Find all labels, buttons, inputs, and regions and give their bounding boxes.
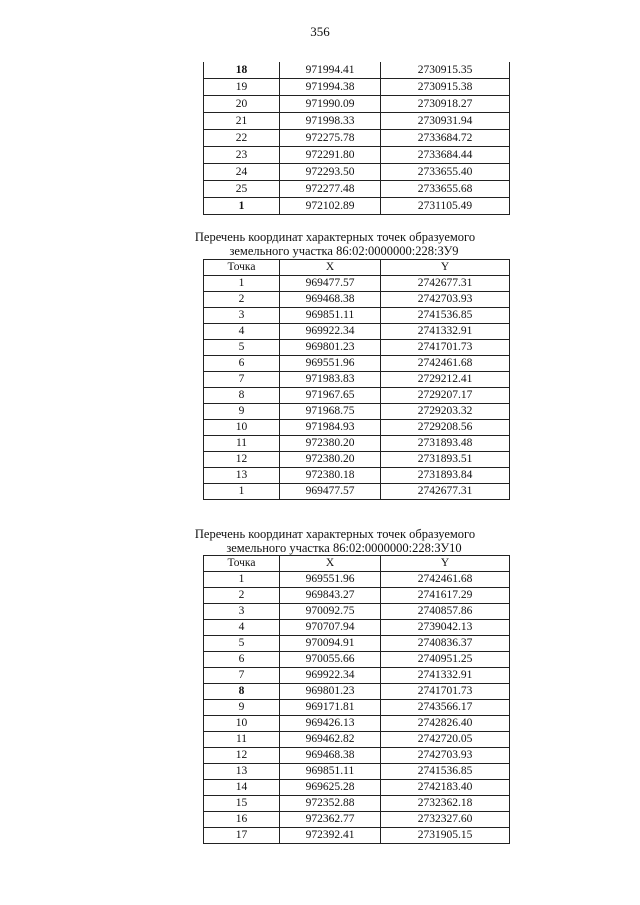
y-coordinate-cell: 2731105.49: [381, 198, 510, 215]
table-row: [204, 780, 510, 796]
point-number-cell: 24: [204, 164, 280, 181]
table-row: [204, 604, 510, 620]
header-y: Y: [381, 556, 510, 572]
point-number-cell: 17: [204, 828, 280, 844]
y-coordinate-cell: 2731893.51: [381, 452, 510, 468]
x-coordinate-cell: 969477.57: [280, 276, 381, 292]
x-coordinate-cell: 969468.38: [280, 292, 381, 308]
point-number-cell: 4: [204, 620, 280, 636]
x-coordinate-cell: 969551.96: [280, 572, 381, 588]
table-row: [204, 700, 510, 716]
x-coordinate-cell: 972277.48: [280, 181, 381, 198]
table-row: [204, 276, 510, 292]
x-coordinate-cell: 969851.11: [280, 308, 381, 324]
table-row: [204, 292, 510, 308]
y-coordinate-cell: 2742703.93: [381, 292, 510, 308]
table-row: [204, 181, 510, 198]
point-number-cell: 6: [204, 652, 280, 668]
point-number-cell: 1: [204, 276, 280, 292]
point-number-cell: 7: [204, 668, 280, 684]
y-coordinate-cell: 2730918.27: [381, 96, 510, 113]
x-coordinate-cell: 970092.75: [280, 604, 381, 620]
point-number-cell: 2: [204, 588, 280, 604]
x-coordinate-cell: 969551.96: [280, 356, 381, 372]
x-coordinate-cell: 971990.09: [280, 96, 381, 113]
x-coordinate-cell: 972293.50: [280, 164, 381, 181]
table-caption-zu10: [180, 527, 490, 555]
table-row: [204, 96, 510, 113]
point-number-cell: 16: [204, 812, 280, 828]
y-coordinate-cell: 2741701.73: [381, 340, 510, 356]
point-number-cell: 20: [204, 96, 280, 113]
x-coordinate-cell: 970055.66: [280, 652, 381, 668]
y-coordinate-cell: 2740951.25: [381, 652, 510, 668]
x-coordinate-cell: 969171.81: [280, 700, 381, 716]
table-row: [204, 812, 510, 828]
table-row: [204, 308, 510, 324]
table-row: [204, 620, 510, 636]
point-number-cell: 23: [204, 147, 280, 164]
point-number-cell: 12: [204, 748, 280, 764]
point-number-cell: 12: [204, 452, 280, 468]
y-coordinate-cell: 2733684.44: [381, 147, 510, 164]
y-coordinate-cell: 2741536.85: [381, 764, 510, 780]
point-number-cell: 10: [204, 716, 280, 732]
x-coordinate-cell: 969625.28: [280, 780, 381, 796]
x-coordinate-cell: 972392.41: [280, 828, 381, 844]
x-coordinate-cell: 969462.82: [280, 732, 381, 748]
x-coordinate-cell: 969851.11: [280, 764, 381, 780]
y-coordinate-cell: 2740857.86: [381, 604, 510, 620]
y-coordinate-cell: 2733684.72: [381, 130, 510, 147]
y-coordinate-cell: 2742703.93: [381, 748, 510, 764]
x-coordinate-cell: 969843.27: [280, 588, 381, 604]
x-coordinate-cell: 972352.88: [280, 796, 381, 812]
x-coordinate-cell: 971998.33: [280, 113, 381, 130]
table-row: [204, 684, 510, 700]
table-row: [204, 484, 510, 500]
y-coordinate-cell: 2731905.15: [381, 828, 510, 844]
table-row: [204, 652, 510, 668]
table-row: [204, 164, 510, 181]
table-row: [204, 340, 510, 356]
y-coordinate-cell: 2742183.40: [381, 780, 510, 796]
y-coordinate-cell: 2733655.68: [381, 181, 510, 198]
y-coordinate-cell: 2729203.32: [381, 404, 510, 420]
x-coordinate-cell: 969801.23: [280, 684, 381, 700]
header-y: Y: [381, 260, 510, 276]
point-number-cell: 3: [204, 604, 280, 620]
point-number-cell: 14: [204, 780, 280, 796]
point-number-cell: 9: [204, 404, 280, 420]
x-coordinate-cell: 971994.41: [280, 62, 381, 79]
point-number-cell: 13: [204, 468, 280, 484]
y-coordinate-cell: 2730915.35: [381, 62, 510, 79]
point-number-cell: 13: [204, 764, 280, 780]
table-row: [204, 198, 510, 215]
table-row: [204, 764, 510, 780]
y-coordinate-cell: 2729208.56: [381, 420, 510, 436]
header-point: Точка: [204, 556, 280, 572]
x-coordinate-cell: 969477.57: [280, 484, 381, 500]
y-coordinate-cell: 2742720.05: [381, 732, 510, 748]
point-number-cell: 5: [204, 340, 280, 356]
header-point: Точка: [204, 260, 280, 276]
y-coordinate-cell: 2739042.13: [381, 620, 510, 636]
x-coordinate-cell: 970094.91: [280, 636, 381, 652]
y-coordinate-cell: 2731893.48: [381, 436, 510, 452]
x-coordinate-cell: 972380.18: [280, 468, 381, 484]
y-coordinate-cell: 2742677.31: [381, 484, 510, 500]
table-row: [204, 388, 510, 404]
point-number-cell: 6: [204, 356, 280, 372]
point-number-cell: 8: [204, 388, 280, 404]
x-coordinate-cell: 972380.20: [280, 436, 381, 452]
table-row: [204, 130, 510, 147]
point-number-cell: 3: [204, 308, 280, 324]
point-number-cell: 10: [204, 420, 280, 436]
page-number: 356: [310, 24, 330, 39]
table-row: [204, 113, 510, 130]
table-row: [204, 404, 510, 420]
table-caption-zu9: [180, 230, 490, 258]
point-number-cell: 7: [204, 372, 280, 388]
x-coordinate-cell: 969922.34: [280, 668, 381, 684]
y-coordinate-cell: 2742461.68: [381, 356, 510, 372]
coordinates-table-zu10: [203, 555, 510, 844]
table-row: [204, 356, 510, 372]
coordinates-table-zu9: [203, 259, 510, 500]
y-coordinate-cell: 2730915.38: [381, 79, 510, 96]
table-row: [204, 828, 510, 844]
x-coordinate-cell: 969922.34: [280, 324, 381, 340]
y-coordinate-cell: 2740836.37: [381, 636, 510, 652]
table-row: [204, 468, 510, 484]
header-x: X: [280, 556, 381, 572]
y-coordinate-cell: 2742677.31: [381, 276, 510, 292]
table-row: [204, 324, 510, 340]
y-coordinate-cell: 2743566.17: [381, 700, 510, 716]
y-coordinate-cell: 2732362.18: [381, 796, 510, 812]
x-coordinate-cell: 971984.93: [280, 420, 381, 436]
x-coordinate-cell: 972275.78: [280, 130, 381, 147]
point-number-cell: 11: [204, 436, 280, 452]
point-number-cell: 5: [204, 636, 280, 652]
table-row: [204, 588, 510, 604]
caption-line-1: Перечень координат характерных точек образуемого: [194, 230, 476, 244]
x-coordinate-cell: 971994.38: [280, 79, 381, 96]
point-number-cell: 22: [204, 130, 280, 147]
x-coordinate-cell: 969801.23: [280, 340, 381, 356]
x-coordinate-cell: 969426.13: [280, 716, 381, 732]
header-row: [204, 556, 510, 572]
x-coordinate-cell: 971983.83: [280, 372, 381, 388]
caption-line-1: Перечень координат характерных точек образуемого: [194, 527, 476, 541]
table-row: [204, 420, 510, 436]
y-coordinate-cell: 2741536.85: [381, 308, 510, 324]
table-row: [204, 636, 510, 652]
point-number-cell: 18: [204, 62, 280, 79]
x-coordinate-cell: 972380.20: [280, 452, 381, 468]
x-coordinate-cell: 972362.77: [280, 812, 381, 828]
header-row: [204, 260, 510, 276]
table-row: [204, 79, 510, 96]
x-coordinate-cell: 969468.38: [280, 748, 381, 764]
table-row: [204, 748, 510, 764]
x-coordinate-cell: 972291.80: [280, 147, 381, 164]
header-x: X: [280, 260, 381, 276]
caption-line-2: земельного участка 86:02:0000000:228:ЗУ9: [229, 244, 459, 258]
point-number-cell: 15: [204, 796, 280, 812]
y-coordinate-cell: 2729212.41: [381, 372, 510, 388]
point-number-cell: 21: [204, 113, 280, 130]
point-number-cell: 19: [204, 79, 280, 96]
point-number-cell: 4: [204, 324, 280, 340]
coordinates-table-continued: [203, 62, 510, 215]
table-row: [204, 452, 510, 468]
y-coordinate-cell: 2741701.73: [381, 684, 510, 700]
point-number-cell: 2: [204, 292, 280, 308]
x-coordinate-cell: 970707.94: [280, 620, 381, 636]
table-row: [204, 572, 510, 588]
x-coordinate-cell: 971967.65: [280, 388, 381, 404]
point-number-cell: 8: [204, 684, 280, 700]
point-number-cell: 11: [204, 732, 280, 748]
x-coordinate-cell: 971968.75: [280, 404, 381, 420]
x-coordinate-cell: 972102.89: [280, 198, 381, 215]
y-coordinate-cell: 2741332.91: [381, 668, 510, 684]
y-coordinate-cell: 2733655.40: [381, 164, 510, 181]
point-number-cell: 1: [204, 198, 280, 215]
point-number-cell: 25: [204, 181, 280, 198]
table-row: [204, 796, 510, 812]
point-number-cell: 9: [204, 700, 280, 716]
y-coordinate-cell: 2729207.17: [381, 388, 510, 404]
y-coordinate-cell: 2742461.68: [381, 572, 510, 588]
y-coordinate-cell: 2741617.29: [381, 588, 510, 604]
table-row: [204, 732, 510, 748]
caption-line-2: земельного участка 86:02:0000000:228:ЗУ10: [226, 541, 462, 555]
table-row: [204, 436, 510, 452]
table-row: [204, 668, 510, 684]
y-coordinate-cell: 2742826.40: [381, 716, 510, 732]
point-number-cell: 1: [204, 484, 280, 500]
table-row: [204, 716, 510, 732]
y-coordinate-cell: 2730931.94: [381, 113, 510, 130]
y-coordinate-cell: 2731893.84: [381, 468, 510, 484]
table-row: [204, 372, 510, 388]
y-coordinate-cell: 2732327.60: [381, 812, 510, 828]
y-coordinate-cell: 2741332.91: [381, 324, 510, 340]
table-row: [204, 147, 510, 164]
table-row: [204, 62, 510, 79]
point-number-cell: 1: [204, 572, 280, 588]
